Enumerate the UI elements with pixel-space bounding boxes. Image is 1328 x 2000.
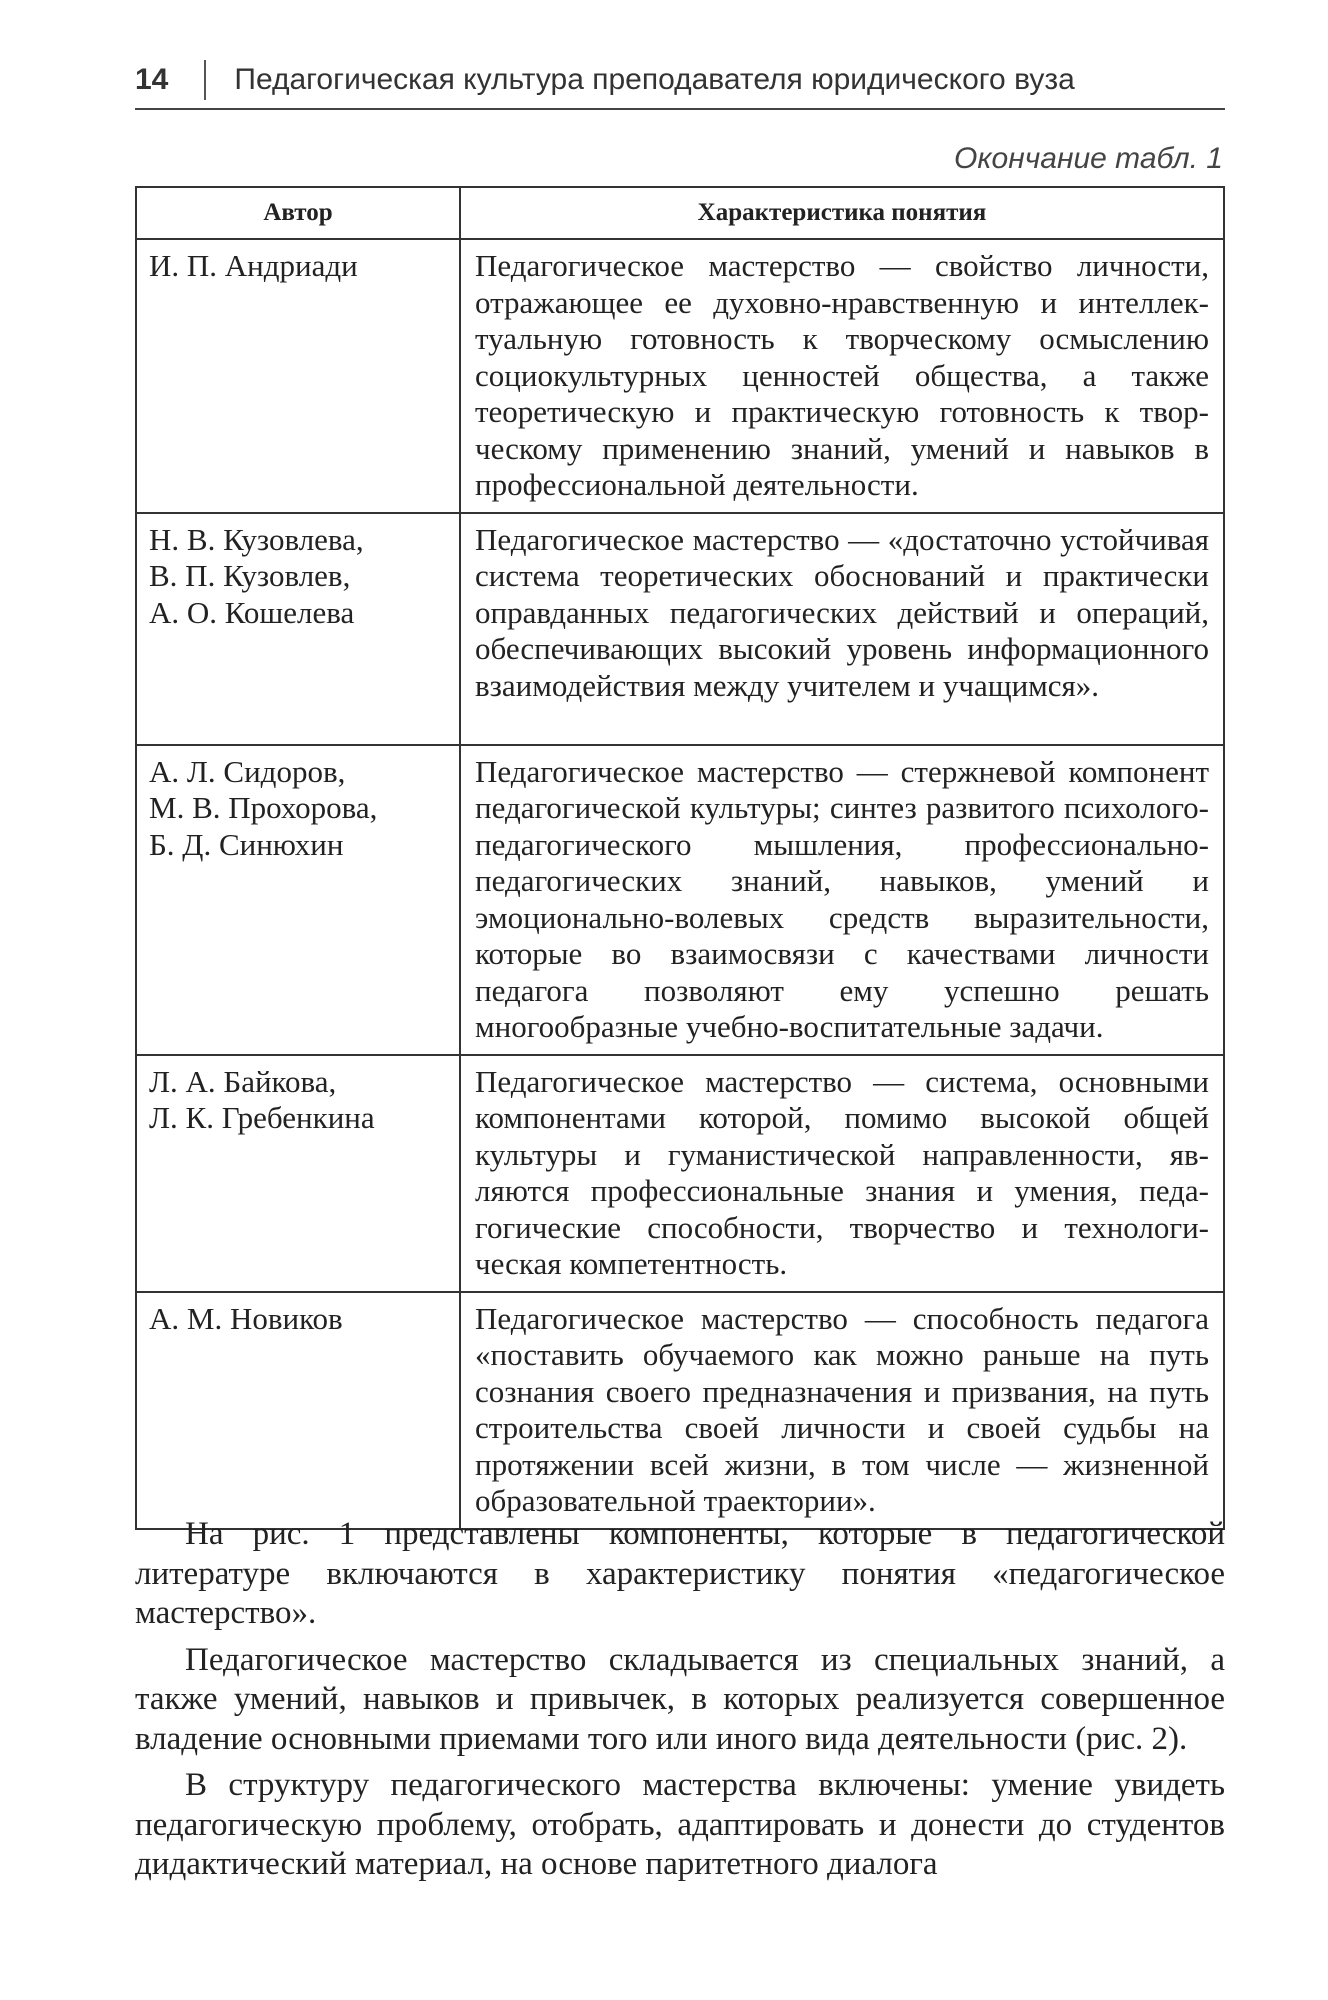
definition-cell: Педагогическое мастерство — способность педагога «поставить обучаемого как можно раньше на путь сознания своего предназначения и призвания, на путь строительства своей личности и своей судьбы на протяжении всей жизни, в том числе — жизненной образовательной траектории». (460, 1292, 1224, 1529)
definition-cell: Педагогическое мастерство — свойство личности, отражающее ее духовно-нравственную и интеллектуальную готовность к творческому осмыслению социокультурных ценностей общества, а также теоретическую и практическую готовность к творческому применению знаний, умений и навыков в профессиональной деятельности. (460, 239, 1224, 513)
page-number: 14 (135, 63, 169, 96)
body-paragraph: Педагогическое мастерство складывается из специальных знаний, а также умений, навыков и привычек, в которых реализуется совершенное владение основными приемами того или иного вида деятельности (рис. 2). (135, 1641, 1225, 1757)
author-cell: А. М. Новиков (136, 1292, 460, 1529)
column-header-definition: Характеристика понятия (460, 187, 1224, 239)
column-header-author: Автор (136, 187, 460, 239)
author-cell: Л. А. Байкова, Л. К. Гребенкина (136, 1055, 460, 1292)
table-row (136, 1292, 1224, 1529)
definitions-table (135, 186, 1225, 1530)
definition-cell: Педагогическое мастерство — «достаточно устойчивая система теоретических обоснований и практически оправданных педагогических действий и операций, обеспечивающих высокий уровень информационного взаимодействия между учителем и учащимся». (460, 513, 1224, 745)
table-caption: Окончание табл. 1 (954, 142, 1223, 175)
table-row (136, 239, 1224, 513)
body-paragraph: В структуру педагогического мастерства включены: умение увидеть педагогическую проблему, отобрать, адаптировать и донести до студентов дидактический материал, на основе паритетного диалога (135, 1767, 1225, 1882)
definition-cell: Педагогическое мастерство — стержневой компонент педагогической культуры; синтез развитого психолого-педагогического мышления, профессионально-педагогических знаний, навыков, умений и эмоционально-волевых средств выразительности, которые во взаимосвязи с качествами личности педагога позволяют ему успешно решать многообразные учебно-воспитательные задачи. (460, 745, 1224, 1055)
body-paragraph: На рис. 1 представлены компоненты, которые в педагогической литературе включаются в характеристику понятия «педагогическое мастерство». (135, 1516, 1225, 1631)
table-row (136, 513, 1224, 745)
author-cell: И. П. Андриади (136, 239, 460, 513)
author-cell: А. Л. Сидоров, М. В. Прохорова, Б. Д. Синюхин (136, 745, 460, 1055)
header-divider (204, 60, 206, 100)
author-cell: Н. В. Кузовлева, В. П. Кузовлев, А. О. Кошелева (136, 513, 460, 745)
table-row (136, 1055, 1224, 1292)
definition-cell: Педагогическое мастерство — система, основными компонентами которой, помимо высокой общей культуры и гуманистической направленности, являются профессиональные знания и умения, педагогические способности, творчество и технологическая компетентность. (460, 1055, 1224, 1292)
running-title: Педагогическая культура преподавателя юридического вуза (234, 63, 1075, 96)
body-text (135, 1515, 1225, 1892)
table-header-row (136, 187, 1224, 239)
table-row (136, 745, 1224, 1055)
running-head (135, 52, 1225, 110)
